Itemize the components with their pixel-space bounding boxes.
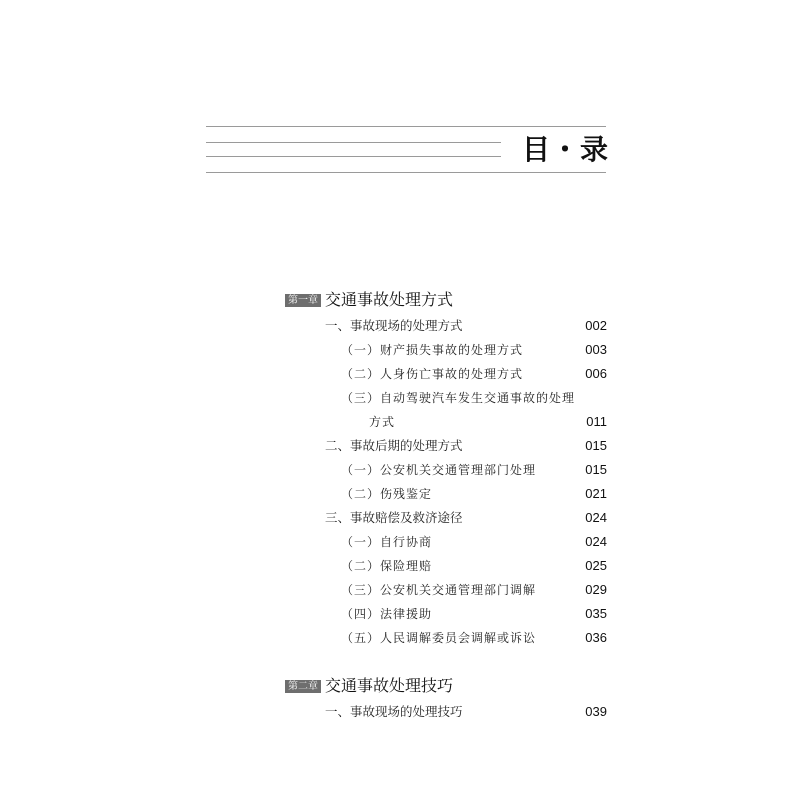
- toc-entry-page: 036: [585, 630, 607, 645]
- chapter-entries: [285, 314, 607, 650]
- toc-entry-text: 一、事故现场的处理方式: [325, 318, 463, 333]
- toc-entry-text: 二、事故后期的处理方式: [325, 438, 463, 453]
- toc-entry-text: （五）人民调解委员会调解或诉讼: [341, 631, 537, 645]
- toc-entry[interactable]: [285, 602, 607, 626]
- chapter-entries: [285, 700, 607, 724]
- chapter-1: [285, 288, 607, 650]
- toc-entry-page: 029: [585, 582, 607, 597]
- toc-entry-text: （二）保险理赔: [341, 559, 433, 573]
- toc-entry-text: （二）人身伤亡事故的处理方式: [341, 367, 524, 381]
- toc-entry[interactable]: [285, 410, 607, 434]
- page-title: 目・录: [522, 133, 610, 166]
- chapter-header: [285, 288, 607, 314]
- toc-entry[interactable]: [285, 458, 607, 482]
- toc-entry-text: （一）自行协商: [341, 535, 433, 549]
- toc-entry-text: （二）伤残鉴定: [341, 487, 433, 501]
- toc-entry[interactable]: [285, 338, 607, 362]
- toc-entry-text: 一、事故现场的处理技巧: [325, 704, 463, 719]
- toc-entry[interactable]: [285, 554, 607, 578]
- toc-entry-page: 024: [585, 534, 607, 549]
- toc-entry[interactable]: [285, 434, 607, 458]
- toc-entry-text: （四）法律援助: [341, 607, 433, 621]
- toc-entry[interactable]: [285, 386, 607, 410]
- toc-entry[interactable]: [285, 626, 607, 650]
- toc-entry-page: 015: [585, 462, 607, 477]
- toc-entry[interactable]: [285, 314, 607, 338]
- chapter-badge: 第二章: [285, 680, 321, 693]
- toc-entry-text: （三）公安机关交通管理部门调解: [341, 583, 537, 597]
- header-rule: [206, 172, 606, 173]
- toc-entry-page: 025: [585, 558, 607, 573]
- chapter-badge: 第一章: [285, 294, 321, 307]
- toc-entry[interactable]: [285, 700, 607, 724]
- header-rule: [206, 126, 606, 127]
- toc-entry-page: 035: [585, 606, 607, 621]
- chapter-2: [285, 674, 607, 724]
- toc-entry-text: （三）自动驾驶汽车发生交通事故的处理: [341, 391, 576, 405]
- chapter-title[interactable]: 交通事故处理技巧: [325, 676, 454, 695]
- toc-entry[interactable]: [285, 530, 607, 554]
- toc-entry-page: 011: [586, 414, 607, 429]
- toc-entry-text: 方式: [369, 415, 396, 429]
- toc-entry-page: 024: [585, 510, 607, 525]
- header-rule: [206, 142, 501, 143]
- toc-entry-page: 015: [585, 438, 607, 453]
- toc-entry-page: 039: [585, 704, 607, 719]
- toc-entry-page: 002: [585, 318, 607, 333]
- header-rule: [206, 156, 501, 157]
- chapter-title[interactable]: 交通事故处理方式: [325, 290, 454, 309]
- toc-entry-text: （一）财产损失事故的处理方式: [341, 343, 524, 357]
- toc-entry[interactable]: [285, 578, 607, 602]
- toc-entry-page: 021: [585, 486, 607, 501]
- toc-entry[interactable]: [285, 362, 607, 386]
- toc-entry-text: （一）公安机关交通管理部门处理: [341, 463, 537, 477]
- chapter-header: [285, 674, 607, 700]
- toc-entry[interactable]: [285, 506, 607, 530]
- toc-entry-page: 003: [585, 342, 607, 357]
- toc-entry-page: 006: [585, 366, 607, 381]
- toc-entry-text: 三、事故赔偿及救济途径: [325, 510, 463, 525]
- toc-entry[interactable]: [285, 482, 607, 506]
